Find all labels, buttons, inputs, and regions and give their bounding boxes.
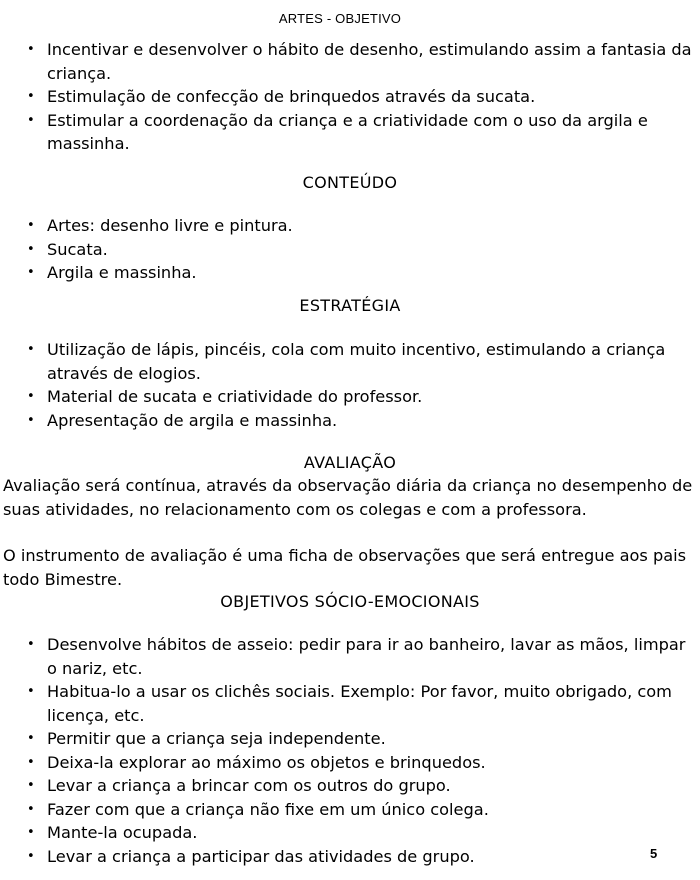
list-item: • Permitir que a criança seja independente. [0,727,698,751]
list-item: • Deixa-la explorar ao máximo os objetos e brinquedos. [0,751,698,775]
estrategia-list [0,338,698,432]
socio-emocionais-heading: OBJETIVOS SÓCIO-EMOCIONAIS [220,592,480,611]
objetivo-list [0,38,698,156]
list-item: • Estimular a coordenação da criança e a criatividade com o uso da argila e massinha. [0,109,698,156]
avaliacao-heading: AVALIAÇÃO [303,453,397,472]
list-item: • Sucata. [0,238,698,262]
list-item: • Argila e massinha. [0,261,698,285]
list-item: • Mante-la ocupada. [0,821,698,845]
list-item: • Habitua-lo a usar os clichês sociais. Exemplo: Por favor, muito obrigado, com licença, etc. [0,680,698,727]
socio-emocionais-list [0,633,698,868]
list-item: • Estimulação de confecção de brinquedos através da sucata. [0,85,698,109]
list-item: • Fazer com que a criança não fixe em um único colega. [0,798,698,822]
avaliacao-paragraph: Avaliação será contínua, através da observação diária da criança no desempenho de suas atividades, no relacionamento com os colegas e com a professora. [3,476,693,519]
avaliacao-paragraph: O instrumento de avaliação é uma ficha de observações que será entregue aos pais todo Bimestre. [3,546,687,589]
list-item: • Artes: desenho livre e pintura. [0,214,698,238]
list-item: • Apresentação de argila e massinha. [0,409,698,433]
document-title: ARTES - OBJETIVO [278,11,402,26]
page-number: 5 [650,846,658,861]
list-item: • Levar a criança a brincar com os outros do grupo. [0,774,698,798]
conteudo-list [0,214,698,285]
list-item: • Utilização de lápis, pincéis, cola com muito incentivo, estimulando a criança através de elogios. [0,338,698,385]
list-item: • Levar a criança a participar das atividades de grupo. [0,845,698,869]
list-item: • Desenvolve hábitos de asseio: pedir para ir ao banheiro, lavar as mãos, limpar o nariz, etc. [0,633,698,680]
list-item: • Incentivar e desenvolver o hábito de desenho, estimulando assim a fantasia da criança. [0,38,698,85]
conteudo-heading: CONTEÚDO [302,173,398,192]
list-item: • Material de sucata e criatividade do professor. [0,385,698,409]
estrategia-heading: ESTRATÉGIA [299,296,401,315]
